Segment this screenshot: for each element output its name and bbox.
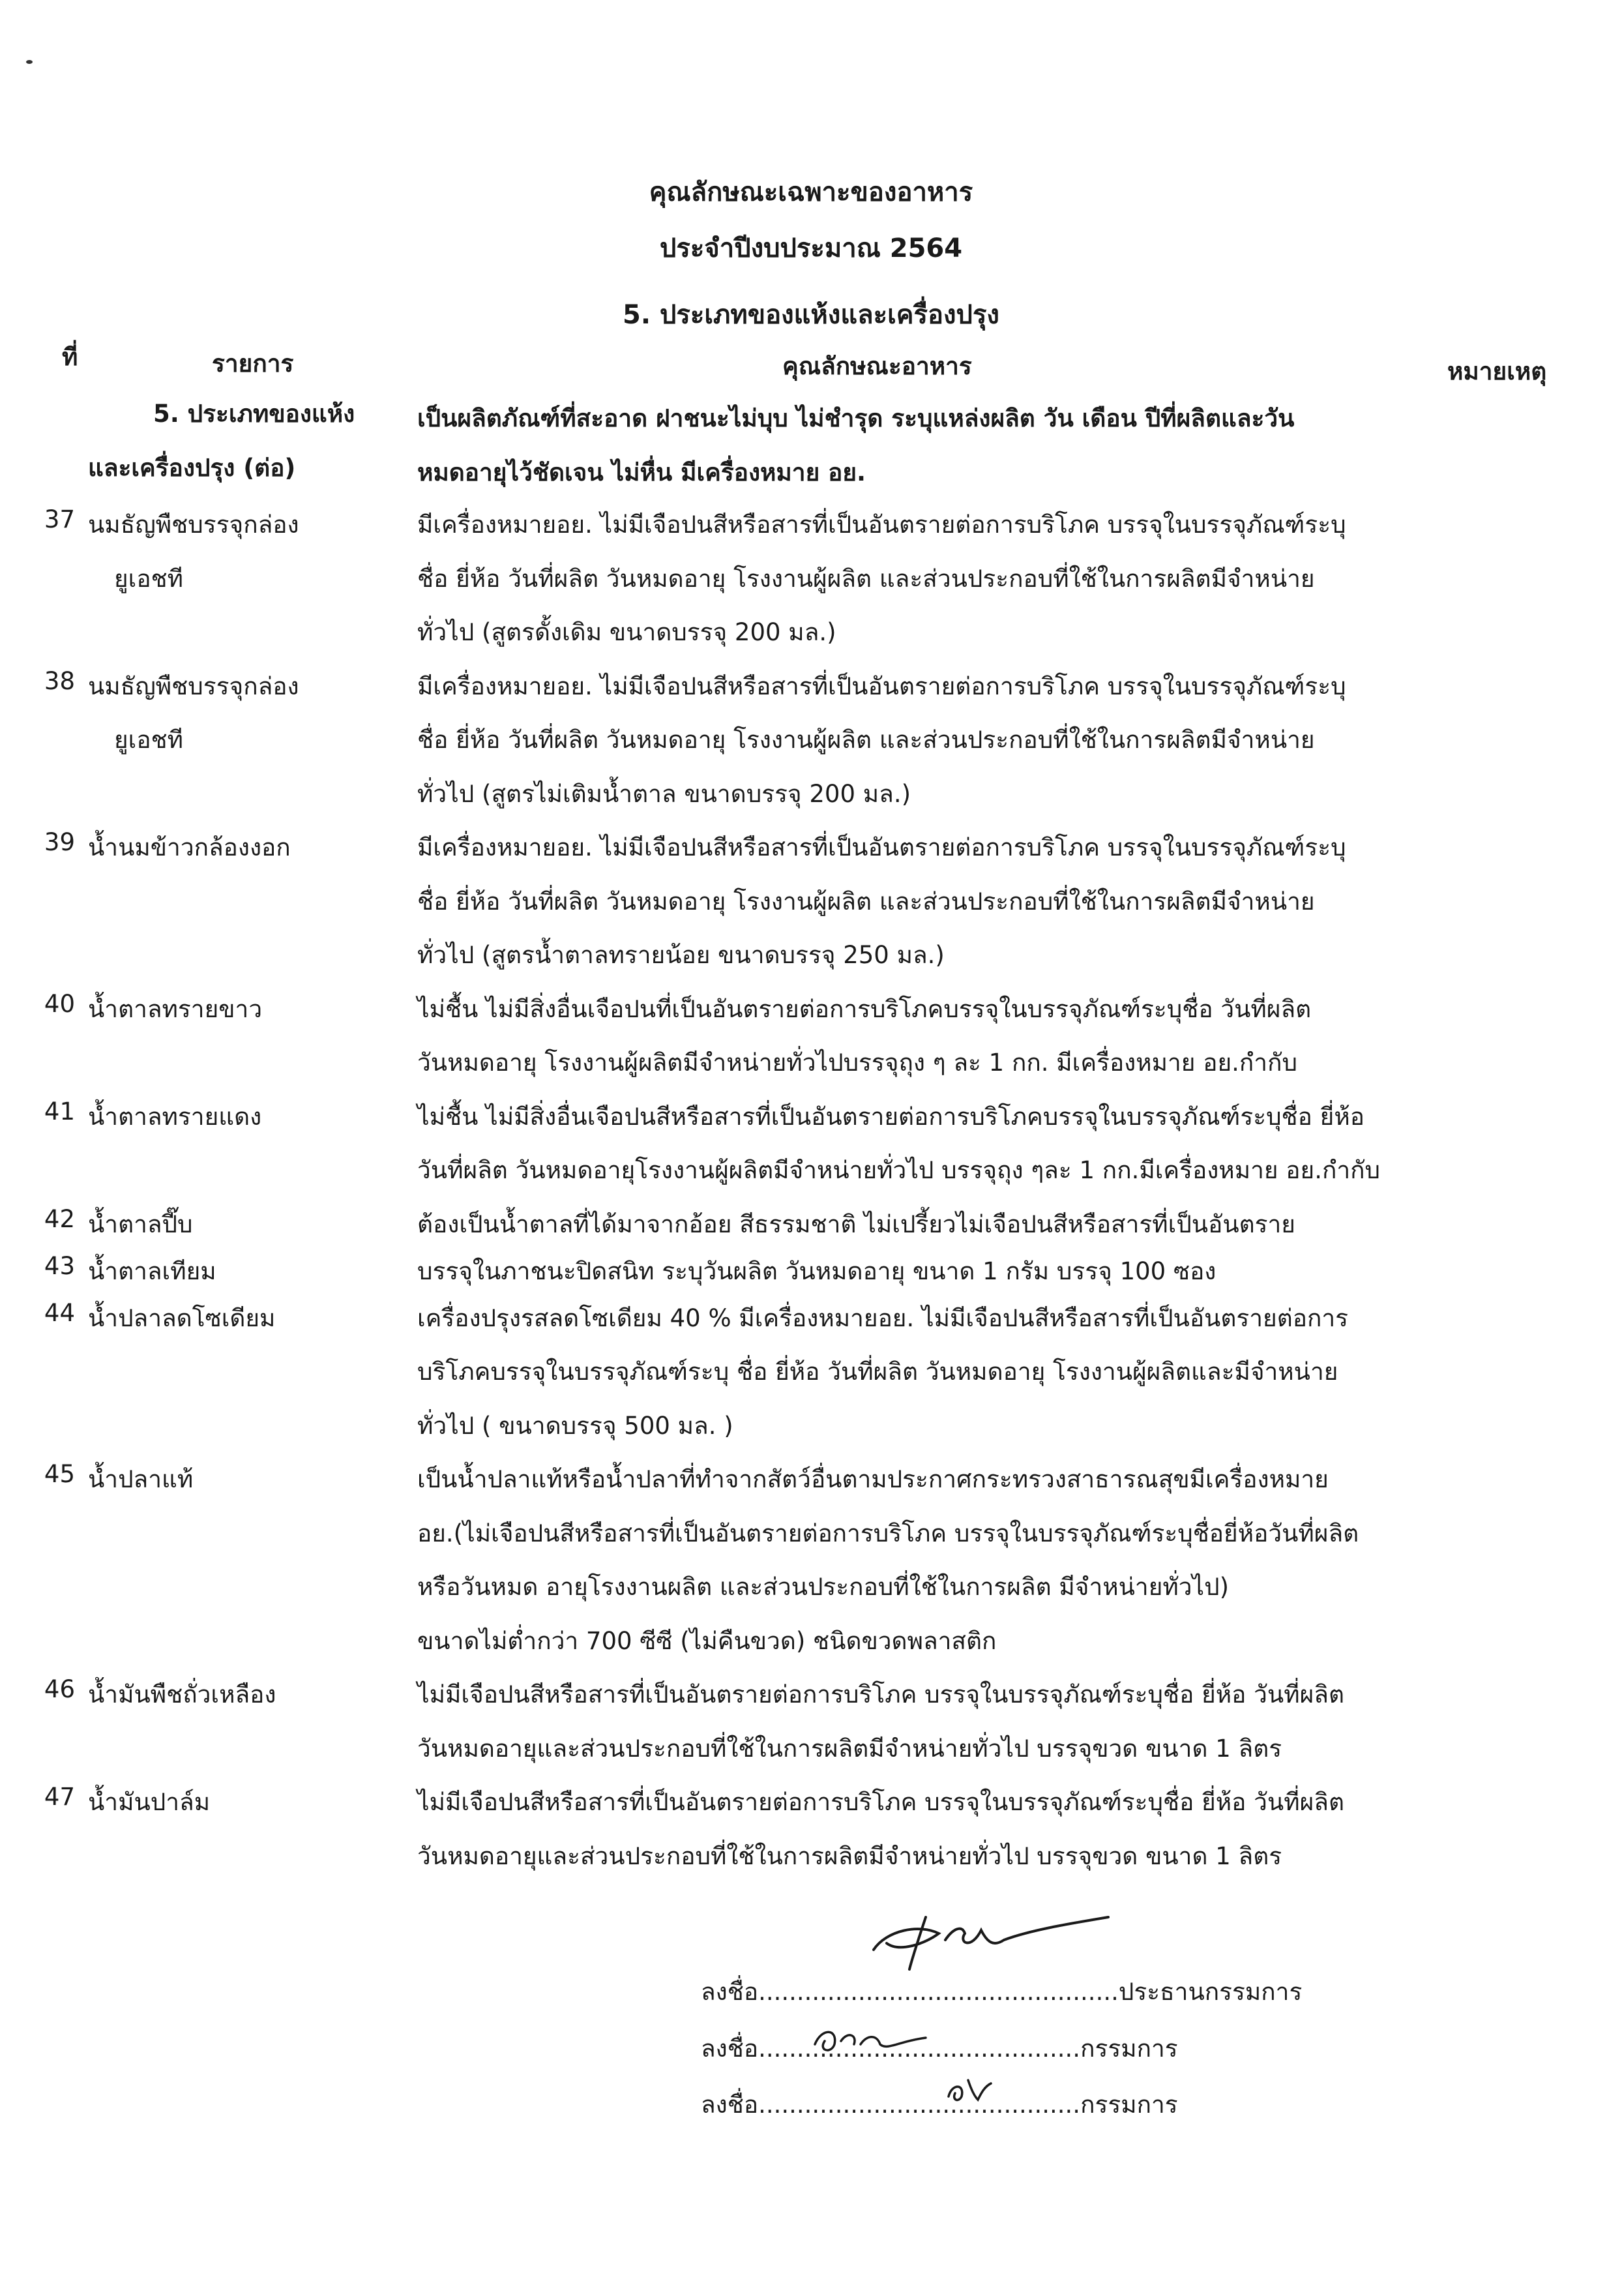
signature-prefix: ลงชื่อ: [701, 1978, 759, 2006]
header-remark: หมายเหตุ: [1447, 357, 1547, 385]
item-spec-line: หรือวันหมด อายุโรงงานผลิต และส่วนประกอบที่ใช้ในการผลิต มีจำหน่ายทั่วไป): [417, 1573, 1230, 1601]
item-spec-line: บริโภคบรรจุในบรรจุภัณฑ์ระบุ ชื่อ ยี่ห้อ วันที่ผลิต วันหมดอายุ โรงงานผู้ผลิตและมีจำหน่าย: [417, 1358, 1338, 1386]
signature-member-2-handwriting: [939, 2070, 997, 2110]
item-spec-line: ชื่อ ยี่ห้อ วันที่ผลิต วันหมดอายุ โรงงานผู้ผลิต และส่วนประกอบที่ใช้ในการผลิตมีจำหน่าย: [417, 564, 1315, 593]
category-spec-line: เป็นผลิตภัณฑ์ที่สะอาด ฝาชนะไม่บุบ ไม่ชำรุด ระบุแหล่งผลิต วัน เดือน ปีที่ผลิตและวัน: [417, 404, 1295, 432]
item-name-line: นมธัญพืชบรรจุกล่อง: [88, 511, 299, 539]
item-spec-line: ทั่วไป (สูตรไม่เติมน้ำตาล ขนาดบรรจุ 200 มล.): [417, 779, 911, 808]
item-spec-line: มีเครื่องหมายอย. ไม่มีเจือปนสีหรือสารที่เป็นอันตรายต่อการบริโภค บรรจุในบรรจุภัณฑ์ระบุ: [417, 833, 1346, 861]
header-no: ที่: [62, 343, 78, 371]
item-spec-line: วันหมดอายุและส่วนประกอบที่ใช้ในการผลิตมีจำหน่ายทั่วไป บรรจุขวด ขนาด 1 ลิตร: [417, 1734, 1282, 1763]
signature-dots: ..........................................: [758, 2035, 1081, 2063]
item-name-line: น้ำมันพืชถั่วเหลือง: [88, 1680, 276, 1708]
signature-prefix: ลงชื่อ: [701, 2091, 759, 2119]
item-spec-line: ขนาดไม่ต่ำกว่า 700 ซีซี (ไม่คืนขวด) ชนิดขวดพลาสติก: [417, 1626, 997, 1655]
signature-dots: ...............................................: [758, 1978, 1119, 2006]
item-spec-line: มีเครื่องหมายอย. ไม่มีเจือปนสีหรือสารที่เป็นอันตรายต่อการบริโภค บรรจุในบรรจุภัณฑ์ระบุ: [417, 672, 1346, 700]
signature-role: ประธานกรรมการ: [1118, 1978, 1303, 2006]
signature-chair-handwriting: [848, 1904, 1121, 1976]
item-spec-line: ทั่วไป (สูตรดั้งเดิม ขนาดบรรจุ 200 มล.): [417, 618, 836, 646]
item-name-line: น้ำตาลทรายแดง: [88, 1102, 262, 1131]
item-spec-line: ไม่มีเจือปนสีหรือสารที่เป็นอันตรายต่อการบริโภค บรรจุในบรรจุภัณฑ์ระบุชื่อ ยี่ห้อ วันที่ผลิต: [417, 1680, 1344, 1708]
item-spec-line: ไม่มีเจือปนสีหรือสารที่เป็นอันตรายต่อการบริโภค บรรจุในบรรจุภัณฑ์ระบุชื่อ ยี่ห้อ วันที่ผลิต: [417, 1788, 1344, 1816]
item-spec-line: มีเครื่องหมายอย. ไม่มีเจือปนสีหรือสารที่เป็นอันตรายต่อการบริโภค บรรจุในบรรจุภัณฑ์ระบุ: [417, 511, 1346, 539]
item-number: 43: [44, 1251, 75, 1280]
item-number: 40: [44, 989, 75, 1018]
header-spec: คุณลักษณะอาหาร: [782, 352, 972, 380]
item-spec-line: ชื่อ ยี่ห้อ วันที่ผลิต วันหมดอายุ โรงงานผู้ผลิต และส่วนประกอบที่ใช้ในการผลิตมีจำหน่าย: [417, 887, 1315, 916]
item-name-line: ยูเอชที: [114, 564, 184, 593]
title-line-1: คุณลักษณะเฉพาะของอาหาร: [649, 177, 973, 207]
signature-role: กรรมการ: [1080, 2035, 1178, 2063]
item-number: 44: [44, 1298, 75, 1327]
category-name-line: 5. ประเภทของแห้ง: [153, 400, 355, 428]
title-line-2: ประจำปีงบประมาณ 2564: [659, 233, 963, 263]
item-spec-line: เครื่องปรุงรสลดโซเดียม 40 % มีเครื่องหมายอย. ไม่มีเจือปนสีหรือสารที่เป็นอันตรายต่อการ: [417, 1304, 1349, 1332]
item-number: 45: [44, 1460, 75, 1488]
item-name-line: น้ำปลาแท้: [88, 1465, 194, 1493]
item-spec-line: วันหมดอายุและส่วนประกอบที่ใช้ในการผลิตมีจำหน่ายทั่วไป บรรจุขวด ขนาด 1 ลิตร: [417, 1841, 1282, 1870]
item-spec-line: ทั่วไป ( ขนาดบรรจุ 500 มล. ): [417, 1411, 733, 1440]
item-spec-line: ชื่อ ยี่ห้อ วันที่ผลิต วันหมดอายุ โรงงานผู้ผลิต และส่วนประกอบที่ใช้ในการผลิตมีจำหน่าย: [417, 726, 1315, 754]
item-number: 41: [44, 1097, 75, 1126]
signature-line-chair: [701, 1973, 1302, 2011]
item-spec-line: บรรจุในภาชนะปิดสนิท ระบุวันผลิต วันหมดอายุ ขนาด 1 กรัม บรรจุ 100 ซอง: [417, 1257, 1216, 1285]
item-name-line: น้ำตาลเทียม: [88, 1257, 216, 1285]
category-spec-line: หมดอายุไว้ชัดเจน ไม่หื่น มีเครื่องหมาย อย.: [417, 458, 866, 486]
signature-role: กรรมการ: [1080, 2091, 1178, 2119]
item-name-line: น้ำนมข้าวกล้องงอก: [88, 833, 291, 861]
item-name-line: นมธัญพืชบรรจุกล่อง: [88, 672, 299, 700]
item-number: 46: [44, 1675, 75, 1703]
item-name-line: น้ำตาลทรายขาว: [88, 994, 263, 1023]
item-spec-line: วันหมดอายุ โรงงานผู้ผลิตมีจำหน่ายทั่วไปบรรจุถุง ๆ ละ 1 กก. มีเครื่องหมาย อย.กำกับ: [417, 1049, 1297, 1077]
item-name-line: น้ำตาลปี๊บ: [88, 1210, 193, 1238]
item-spec-line: วันที่ผลิต วันหมดอายุโรงงานผู้ผลิตมีจำหน่ายทั่วไป บรรจุถุง ๆละ 1 กก.มีเครื่องหมาย อย.กำกับ: [417, 1156, 1381, 1184]
title-line-3: 5. ประเภทของแห้งและเครื่องปรุง: [623, 300, 999, 330]
category-name-line: และเครื่องปรุง (ต่อ): [88, 454, 296, 482]
item-name-line: น้ำปลาลดโซเดียม: [88, 1304, 276, 1332]
item-number: 37: [44, 505, 75, 533]
scan-speck: [26, 60, 33, 64]
signature-prefix: ลงชื่อ: [701, 2035, 759, 2063]
item-spec-line: ไม่ชื้น ไม่มีสิ่งอื่นเจือปนที่เป็นอันตรายต่อการบริโภคบรรจุในบรรจุภัณฑ์ระบุชื่อ วันที่ผลิต: [417, 994, 1312, 1023]
signature-dots: ..........................................: [758, 2091, 1081, 2119]
item-number: 39: [44, 828, 75, 856]
item-number: 38: [44, 666, 75, 695]
item-spec-line: เป็นน้ำปลาแท้หรือน้ำปลาที่ทำจากสัตว์อื่นตามประกาศกระทรวงสาธารณสุขมีเครื่องหมาย: [417, 1465, 1329, 1493]
item-spec-line: อย.(ไม่เจือปนสีหรือสารที่เป็นอันตรายต่อการบริโภค บรรจุในบรรจุภัณฑ์ระบุชื่อยี่ห้อวันที่ผลิต: [417, 1519, 1359, 1547]
item-number: 47: [44, 1783, 75, 1811]
item-name-line: ยูเอชที: [114, 726, 184, 754]
item-spec-line: ทั่วไป (สูตรน้ำตาลทรายน้อย ขนาดบรรจุ 250 มล.): [417, 941, 945, 969]
header-item: รายการ: [212, 350, 294, 378]
item-spec-line: ต้องเป็นน้ำตาลที่ได้มาจากอ้อย สีธรรมชาติ ไม่เปรี้ยวไม่เจือปนสีหรือสารที่เป็นอันตราย: [417, 1210, 1295, 1238]
item-spec-line: ไม่ชื้น ไม่มีสิ่งอื่นเจือปนสีหรือสารที่เป็นอันตรายต่อการบริโภคบรรจุในบรรจุภัณฑ์ระบุชื่อ ยี่ห้อ: [417, 1102, 1364, 1131]
item-number: 42: [44, 1204, 75, 1233]
item-name-line: น้ำมันปาล์ม: [88, 1788, 211, 1816]
signature-member-1-handwriting: [808, 2015, 939, 2061]
signature-line-member-1: [701, 2029, 1178, 2068]
